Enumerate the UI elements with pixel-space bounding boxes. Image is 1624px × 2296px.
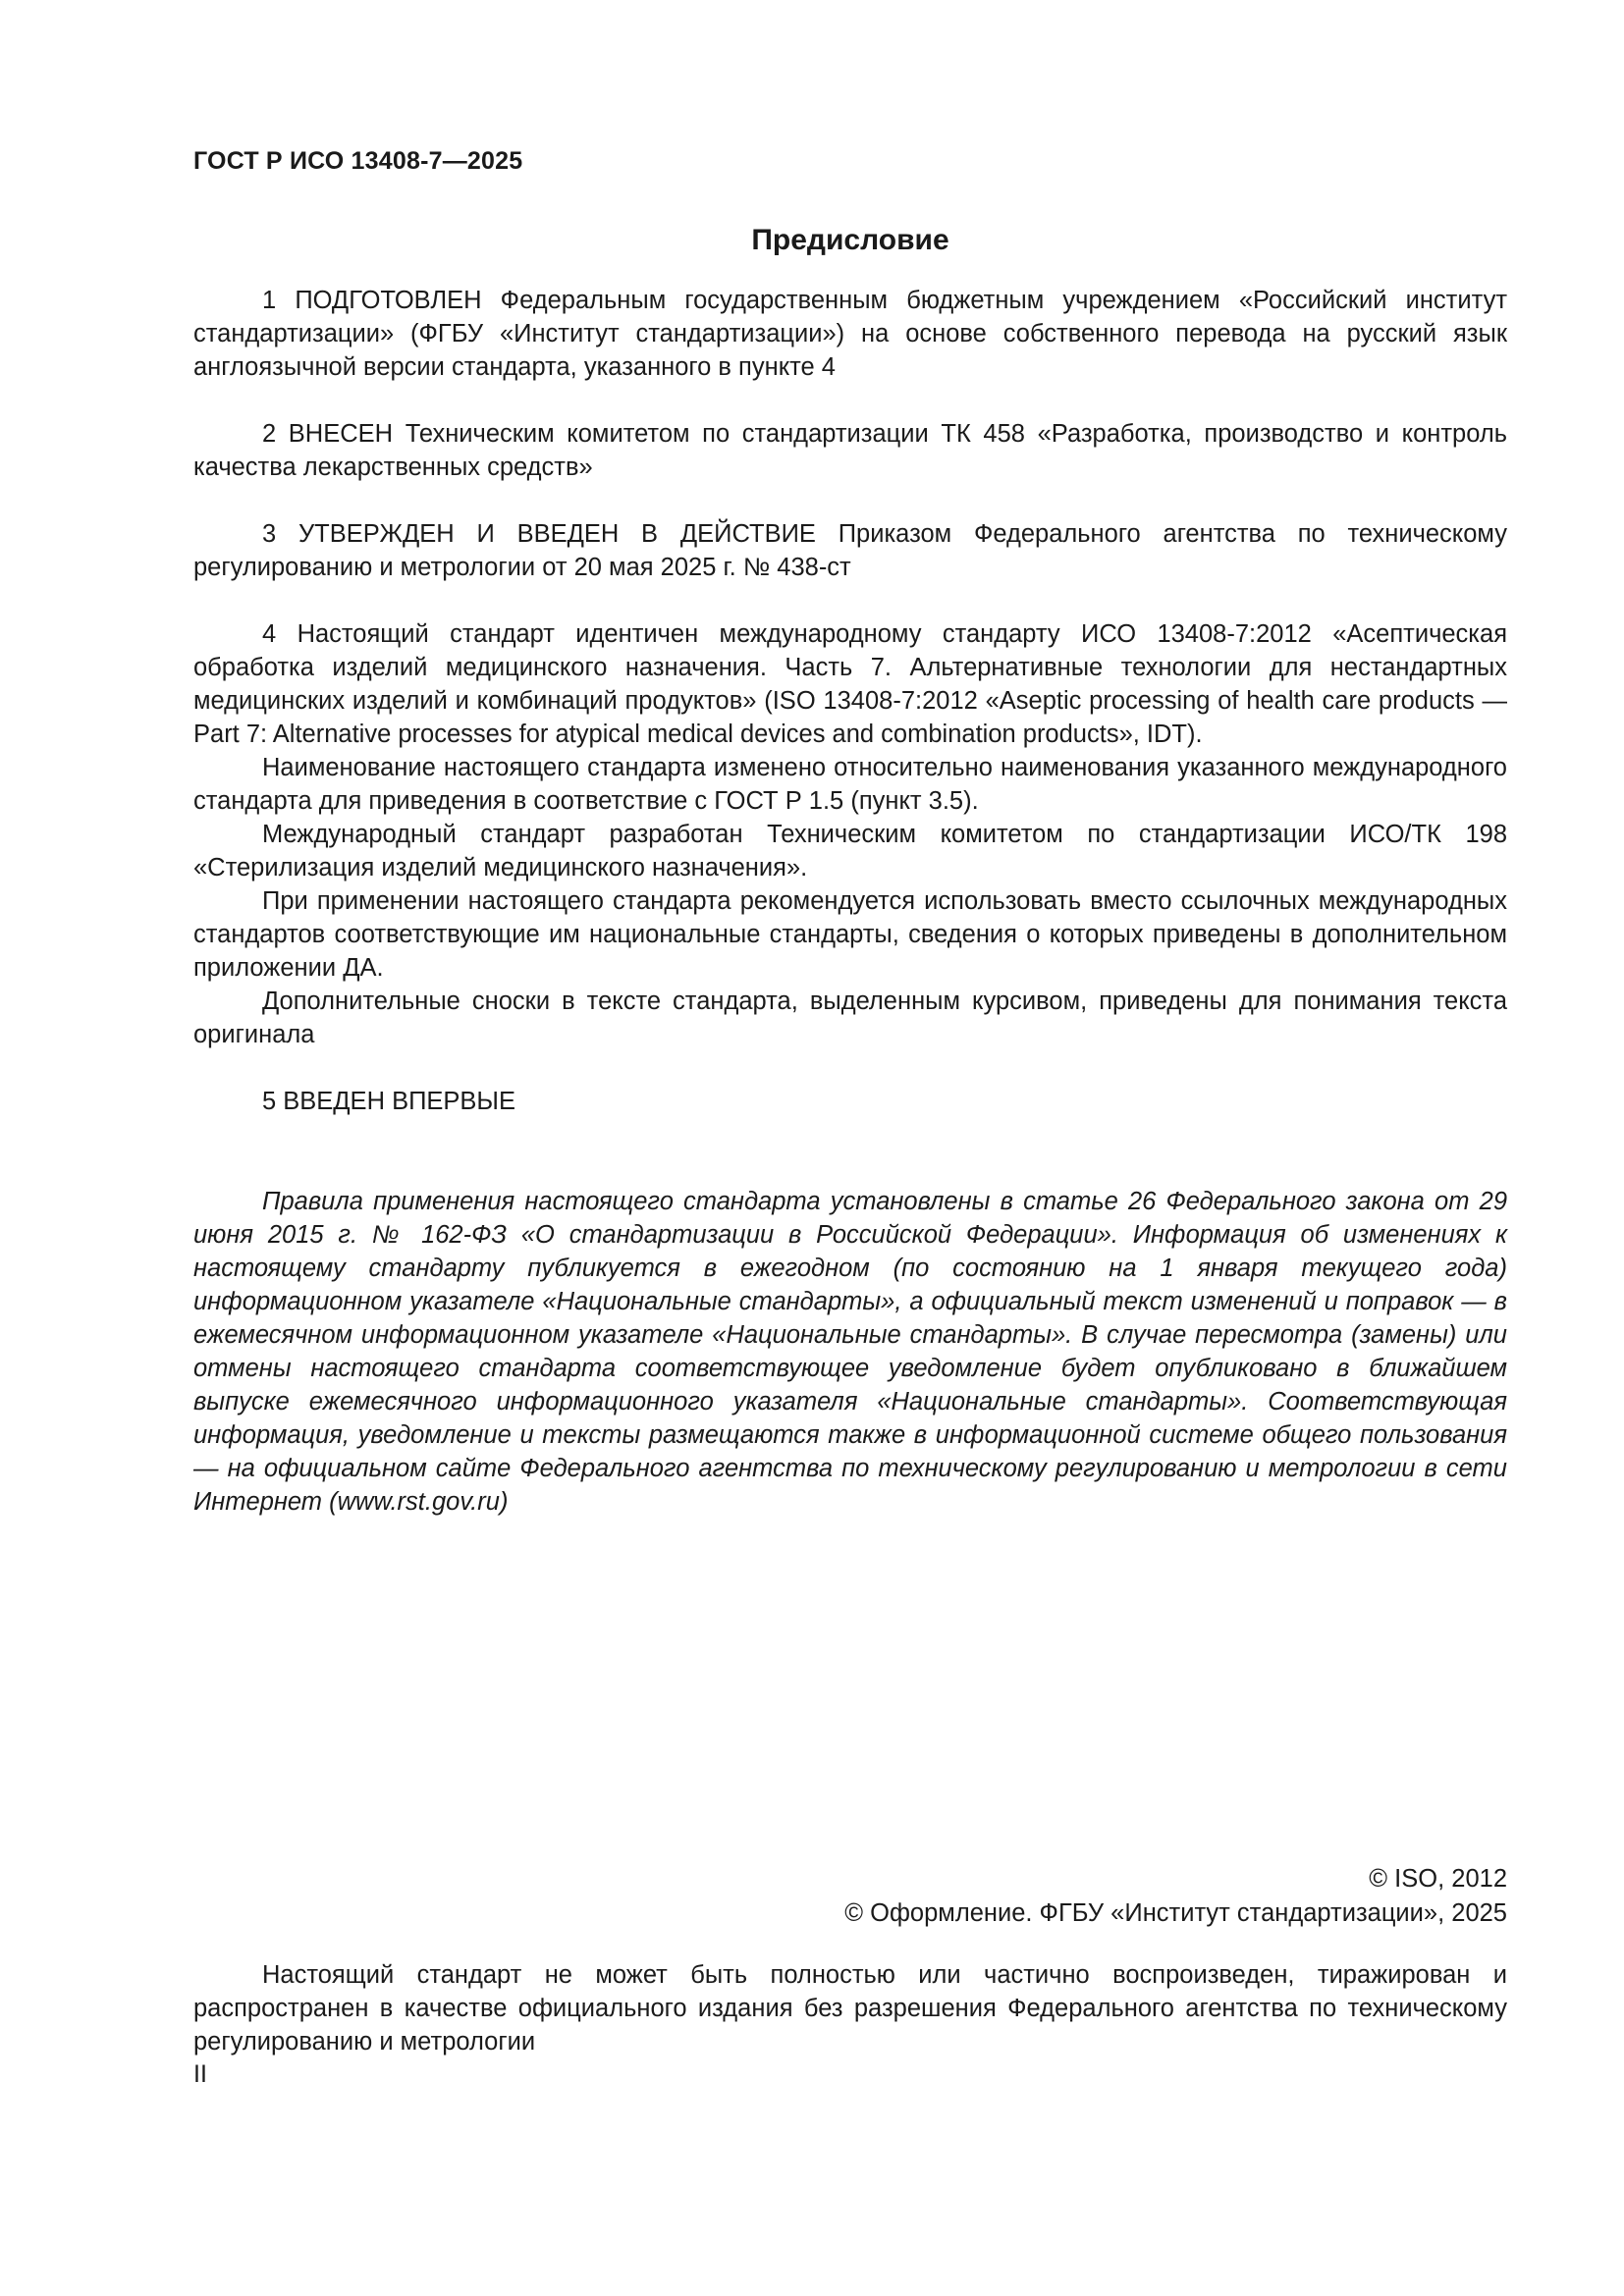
copyright-block: [844, 1862, 1507, 1931]
document-code-header: ГОСТ Р ИСО 13408-7—2025: [193, 147, 523, 175]
preface-item-4-committee-note: Международный стандарт разработан Техническим комитетом по стандартизации ИСО/ТК 198 «Стерилизация изделий медицинского назначения».: [193, 821, 1507, 881]
page-number: II: [193, 2060, 207, 2088]
preface-item-1: 1 ПОДГОТОВЛЕН Федеральным государственным бюджетным учреждением «Российский институт стандартизации» (ФГБУ «Институт стандартизации») на основе собственного перевода на русский язык англоязычной версии стандарта, указанного в пункте 4: [193, 287, 1507, 381]
page-title: Предисловие: [751, 224, 949, 256]
paragraph-spacer: [193, 384, 1507, 417]
reproduction-notice: [193, 1958, 1507, 2058]
paragraph-spacer: [193, 1051, 1507, 1085]
rules-of-application-note: Правила применения настоящего стандарта установлены в статье 26 Федерального закона от 29 июня 2015 г. № 162-ФЗ «О стандартизации в Российской Федерации». Информация об изменениях к настоящему стандарту публикуется в ежегодном (по состоянию на 1 января текущего года) информационном указателе «Национальные стандарты», а официальный текст изменений и поправок — в ежемесячном информационном указателе «Национальные стандарты». В случае пересмотра (замены) или отмены настоящего стандарта соответствующее уведомление будет опубликовано в ближайшем выпуске ежемесячного информационного указателя «Национальные стандарты». Соответствующая информация, уведомление и тексты размещаются также в информационной системе общего пользования — на официальном сайте Федерального агентства по техническому регулированию и метрологии в сети Интернет (www.rst.gov.ru): [193, 1188, 1507, 1516]
design-copyright: © Оформление. ФГБУ «Институт стандартизации», 2025: [844, 1899, 1507, 1927]
preface-item-3: 3 УТВЕРЖДЕН И ВВЕДЕН В ДЕЙСТВИЕ Приказом Федерального агентства по техническому регулированию и метрологии от 20 мая 2025 г. № 438-ст: [193, 520, 1507, 581]
preface-item-4-footnotes-note: Дополнительные сноски в тексте стандарта, выделенным курсивом, приведены для понимания текста оригинала: [193, 988, 1507, 1048]
paragraph-spacer: [193, 484, 1507, 517]
preface-item-5: 5 ВВЕДЕН ВПЕРВЫЕ: [262, 1088, 516, 1115]
preface-body: [193, 284, 1507, 1519]
section-spacer: [193, 1118, 1507, 1185]
iso-copyright: © ISO, 2012: [1369, 1865, 1507, 1893]
preface-item-4-title-note: Наименование настоящего стандарта изменено относительно наименования указанного международного стандарта для приведения в соответствие с ГОСТ Р 1.5 (пункт 3.5).: [193, 754, 1507, 815]
paragraph-spacer: [193, 584, 1507, 617]
reproduction-notice-text: Настоящий стандарт не может быть полностью или частично воспроизведен, тиражирован и распространен в качестве официального издания без разрешения Федерального агентства по техническому регулированию и метрологии: [193, 1961, 1507, 2056]
preface-item-2: 2 ВНЕСЕН Техническим комитетом по стандартизации ТК 458 «Разработка, производство и контроль качества лекарственных средств»: [193, 420, 1507, 481]
preface-item-4-references-note: При применении настоящего стандарта рекомендуется использовать вместо ссылочных международных стандартов соответствующие им национальные стандарты, сведения о которых приведены в дополнительном приложении ДА.: [193, 887, 1507, 982]
preface-item-4: 4 Настоящий стандарт идентичен международному стандарту ИСО 13408-7:2012 «Асептическая обработка изделий медицинского назначения. Часть 7. Альтернативные технологии для нестандартных медицинских изделий и комбинаций продуктов» (ISO 13408-7:2012 «Aseptic processing of health care products — Part 7: Alternative processes for atypical medical devices and combination products», IDT).: [193, 620, 1507, 748]
